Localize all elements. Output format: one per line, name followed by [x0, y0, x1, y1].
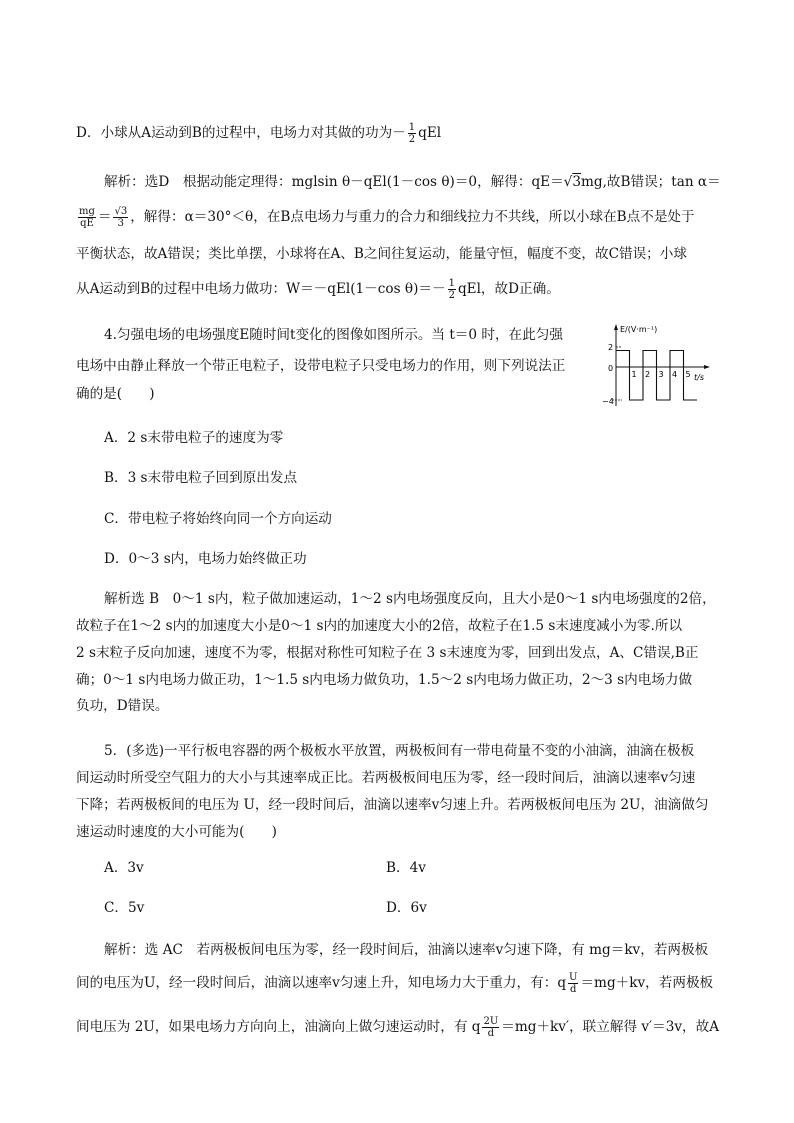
sqrt-value: 3 — [572, 174, 581, 190]
y-tick-label-negative: −4 — [602, 397, 614, 406]
fraction-denominator: 2 — [448, 290, 455, 301]
x-tick-label: 5 — [685, 370, 691, 379]
q5-option-a: A．3v — [104, 860, 144, 876]
q4-solution-line-4: 确；0～1 s内电场力做正功，1～1.5 s内电场力做负功，1.5～2 s内电场力做正功，2～3 s内电场力做 — [76, 672, 693, 688]
fraction — [408, 122, 416, 145]
y-tick-label-positive: 2 — [608, 343, 614, 352]
q5-solution-line-1: 解析：选 AC 若两极板间电压为零，经一段时间后，油滴以速率v匀速下降，有 mg＝kv，若两极板 — [104, 942, 709, 958]
fraction-numerator: 1 — [448, 278, 455, 289]
fraction-numerator: mg — [79, 206, 95, 217]
q4-solution-line-5: 负功，D错误。 — [76, 698, 169, 714]
q4-stem-line-2: 电场中由静止释放一个带正电粒子，设带电粒子只受电场力的作用，则下列说法正 — [76, 358, 566, 374]
q4-option-a: A．2 s末带电粒子的速度为零 — [104, 430, 284, 446]
q5-option-d: D．6v — [386, 900, 427, 916]
q4-solution-line-3: 2 s末粒子反向加速，速度不为零，根据对称性可知粒子在 3 s末速度为零，回到出发点，A、C错误,B正 — [76, 645, 699, 661]
q5-stem-line-4: 速运动时速度的大小可能为( ) — [76, 824, 277, 840]
y-axis-label: E/(V·m⁻¹) — [620, 325, 658, 334]
text: ＝ — [97, 209, 112, 225]
q3-option-d-tail: qEl — [418, 125, 442, 141]
x-tick-label: 4 — [672, 370, 678, 379]
y-axis-arrow — [614, 324, 618, 330]
fraction-numerator: 2U — [483, 1016, 499, 1027]
text: 间电压为 2U，如果电场力方向向上，油滴向上做匀速运动时，有 q — [76, 1019, 481, 1035]
x-tick-label: 1 — [631, 370, 637, 379]
fraction-denominator: 2 — [408, 134, 416, 145]
fraction — [448, 278, 456, 301]
x-axis-arrow — [704, 365, 710, 369]
q3-option-d-text: D．小球从A运动到B的过程中，电场力对其做的功为－ — [76, 125, 406, 141]
q4-option-d: D．0～3 s内，电场力始终做正功 — [104, 551, 307, 567]
text: ，解得：α＝30°＜θ，在B点电场力与重力的合力和细线拉力不共线，所以小球在B点不是处于 — [130, 209, 695, 225]
q4-option-b: B．3 s末带电粒子回到原出发点 — [104, 470, 298, 486]
e-t-graph — [600, 322, 710, 410]
fraction — [113, 206, 128, 229]
text: 从A运动到B的过程中电场力做功：W＝－qEl(1－cos θ)＝－ — [76, 281, 446, 297]
fraction-numerator: √3 — [114, 206, 128, 217]
fraction-denominator: 3 — [117, 218, 125, 229]
text: ＝mg＋kv′，联立解得 v′＝3v，故A — [501, 1019, 720, 1035]
text: qEl，故D正确。 — [457, 281, 560, 297]
text: ＝mg＋kv，若两极板 — [580, 975, 714, 991]
q5-option-c: C．5v — [104, 900, 145, 916]
text: 间的电压为U，经一段时间后，油滴以速率v匀速上升，知电场力大于重力，有：q — [76, 975, 567, 991]
q4-option-c: C．带电粒子将始终向同一个方向运动 — [104, 511, 332, 527]
q4-solution-line-1: 解析选 B 0～1 s内，粒子做加速运动，1～2 s内电场强度反向，且大小是0～1 s内电场强度的2倍， — [104, 591, 716, 607]
q3-solution-line-4 — [76, 278, 560, 301]
q3-solution-line-2 — [76, 206, 695, 229]
q5-solution-line-3 — [76, 1016, 719, 1039]
q4-solution-line-2: 故粒子在1～2 s内的加速度大小是0～1 s内的加速度大小的2倍，故粒子在1.5 s末速度减小为零.所以 — [76, 618, 683, 634]
x-tick-label: 2 — [645, 370, 651, 379]
q3-solution-line-1: 解析：选D 根据动能定理得：mglsin θ－qEl(1－cos θ)＝0，解得：qE＝√3mg,故B错误；tan α＝ — [104, 174, 721, 190]
x-axis-label: t/s — [694, 373, 704, 382]
q5-solution-line-2 — [76, 972, 713, 995]
fraction-denominator: qE — [80, 218, 94, 229]
fraction-numerator: 1 — [408, 122, 416, 133]
fraction — [568, 972, 578, 995]
fraction-denominator: d — [570, 984, 577, 995]
q4-stem-line-3: 确的是( ) — [76, 386, 155, 402]
q4-stem-line-1: 4.匀强电场的电场强度E随时间t变化的图像如图所示。当 t＝0 时，在此匀强 — [104, 327, 563, 343]
fraction — [78, 206, 96, 229]
q5-stem-line-1: 5．(多选)一平行板电容器的两个极板水平放置，两极板间有一带电荷量不变的小油滴，油滴在极板 — [104, 743, 695, 759]
q5-stem-line-2: 间运动时所受空气阻力的大小与其速率成正比。若两极板间电压为零，经一段时间后，油滴以速率v匀速 — [76, 770, 696, 786]
q3-option-d — [76, 122, 441, 145]
q5-stem-line-3: 下降；若两极板间的电压为 U，经一段时间后，油滴以速率v匀速上升。若两极板间电压为 2U，油滴做匀 — [76, 797, 709, 813]
x-tick-label: 3 — [658, 370, 664, 379]
text: mg,故B错误；tan α＝ — [581, 174, 721, 190]
origin-label: 0 — [608, 364, 614, 373]
fraction-numerator: U — [569, 972, 578, 983]
q3-solution-line-3: 平衡状态，故A错误；类比单摆，小球将在A、B之间往复运动，能量守恒，幅度不变，故C错误；小球 — [76, 246, 687, 262]
q5-option-b: B．4v — [386, 860, 426, 876]
text: 解析：选D 根据动能定理得：mglsin θ－qEl(1－cos θ)＝0，解得：qE＝ — [104, 174, 564, 190]
fraction — [482, 1016, 499, 1039]
fraction-denominator: d — [487, 1028, 495, 1039]
